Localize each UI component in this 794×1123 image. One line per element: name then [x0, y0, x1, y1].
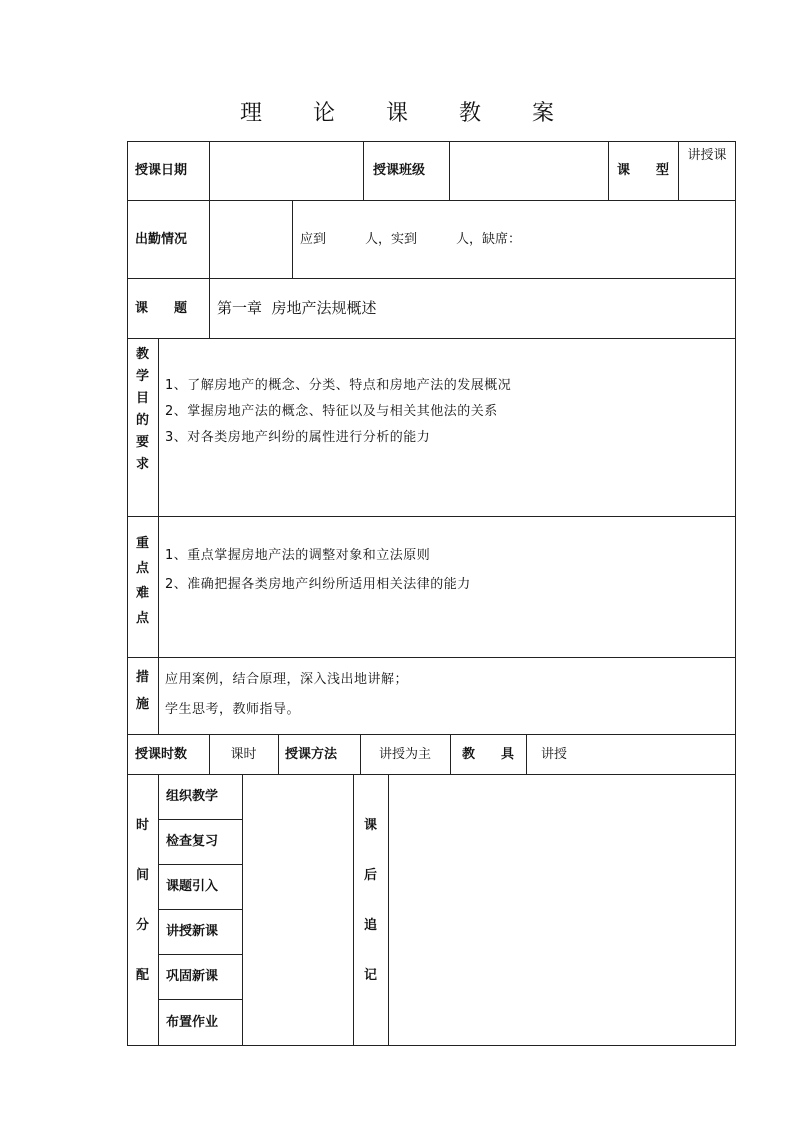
date-field[interactable]: [209, 141, 363, 200]
list-item: 1、重点掌握房地产法的调整对象和立法原则: [165, 548, 431, 563]
topic-value: 第一章 房地产法规概述: [217, 298, 377, 317]
tools-value: 讲授: [541, 746, 568, 762]
list-item: 1、了解房地产的概念、分类、特点和房地产法的发展概况: [165, 378, 512, 393]
step-organize: 组织教学: [166, 789, 219, 804]
measures-list: [165, 673, 730, 733]
step-introduce: 课题引入: [166, 879, 219, 894]
topic-label: 课 题: [135, 300, 188, 316]
attendance-text: 应到 人，实到 人，缺席：: [300, 231, 522, 247]
objectives-label: 教 学 目 的 要 求: [135, 347, 149, 472]
attendance-blank-field[interactable]: [209, 200, 292, 278]
class-label: 授课班级: [373, 163, 426, 178]
list-item: 2、掌握房地产法的概念、特征以及与相关其他法的关系: [165, 404, 498, 419]
type-value: 讲授课: [687, 148, 727, 163]
date-label: 授课日期: [135, 163, 188, 178]
class-field[interactable]: [449, 141, 608, 200]
after-class-notes-label: 课 后 追 记: [363, 818, 377, 983]
attendance-label: 出勤情况: [135, 231, 188, 247]
time-allocation-label: 时 间 分 配: [135, 818, 149, 983]
type-label: 课 型: [616, 163, 669, 178]
list-item: 3、对各类房地产纠纷的属性进行分析的能力: [165, 430, 431, 445]
time-allocation-field[interactable]: [242, 774, 353, 1046]
page-title: 理 论 课 教 案: [240, 101, 576, 126]
method-value: 讲授为主: [378, 746, 431, 762]
step-review: 检查复习: [166, 834, 219, 849]
key-points-label: 重 点 难 点: [135, 536, 149, 626]
tools-label: 教 具: [461, 746, 514, 762]
lesson-plan-table: [127, 141, 736, 1046]
key-points-list: [165, 549, 730, 607]
step-consolidate: 巩固新课: [166, 969, 219, 984]
method-label: 授课方法: [285, 746, 338, 762]
objectives-list: [165, 379, 730, 457]
list-item: 学生思考，教师指导。: [165, 702, 301, 717]
hours-label: 授课时数: [135, 746, 188, 762]
list-item: 2、准确把握各类房地产纠纷所适用相关法律的能力: [165, 577, 471, 592]
hours-value: 课时: [230, 746, 257, 762]
list-item: 应用案例，结合原理，深入浅出地讲解；: [165, 672, 409, 687]
after-class-notes-field[interactable]: [388, 774, 736, 1046]
step-teach: 讲授新课: [166, 924, 219, 939]
measures-label: 措 施: [135, 670, 149, 712]
step-homework: 布置作业: [166, 1015, 219, 1030]
